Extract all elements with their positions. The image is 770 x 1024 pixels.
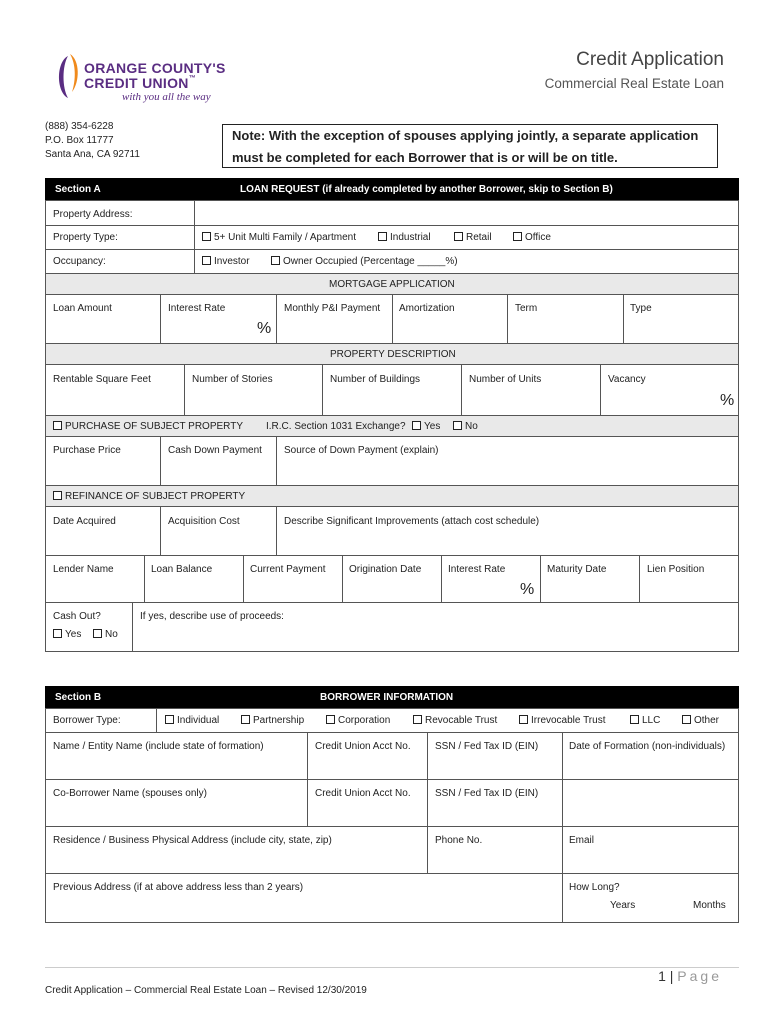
note-line2: must be completed for each Borrower that is or will be on title. [232,150,618,165]
footer-divider [45,967,739,968]
lender-interest-rate-label: Interest Rate [448,564,506,575]
section-b-label: Section B [55,692,102,703]
checkbox-icon[interactable] [413,715,422,724]
checkbox-icon[interactable] [202,232,211,241]
section-b-header [45,686,739,708]
monthly-payment-label: Monthly P&I Payment [284,303,381,314]
page-title: Credit Application [576,49,724,70]
stories-label: Number of Stories [192,374,273,385]
logo-name-line1: ORANGE COUNTY'S [84,60,226,76]
co-acct-no-label: Credit Union Acct No. [315,788,411,799]
note-line1: Note: With the exception of spouses applying jointly, a separate application [232,128,699,143]
checkbox-icon[interactable] [378,232,387,241]
section-a-title: LOAN REQUEST (if already completed by another Borrower, skip to Section B) [240,184,613,195]
type-llc[interactable]: LLC [630,715,660,726]
checkbox-icon[interactable] [682,715,691,724]
checkbox-icon[interactable] [53,629,62,638]
note-box [222,124,718,168]
residence-row [45,826,739,874]
checkbox-icon[interactable] [271,256,280,265]
proceeds-label: If yes, describe use of proceeds: [140,611,284,622]
vacancy-label: Vacancy [608,374,646,385]
occupancy-owner-occupied[interactable]: Owner Occupied (Percentage _____%) [271,256,458,267]
previous-address-label: Previous Address (if at above address less than 2 years) [53,882,304,893]
entity-name-label: Name / Entity Name (include state of formation) [53,741,264,752]
property-description-row [45,364,739,416]
previous-address-row [45,873,739,923]
purchase-row [45,436,739,486]
property-type-label: Property Type: [53,232,118,243]
type-partnership[interactable]: Partnership [241,715,304,726]
cash-out-yes[interactable]: Yes [53,629,81,640]
purchase-checkbox[interactable]: PURCHASE OF SUBJECT PROPERTY [53,421,243,432]
checkbox-icon[interactable] [412,421,421,430]
po-box: P.O. Box 11777 [45,135,114,146]
purchase-price-label: Purchase Price [53,445,121,456]
acct-no-label: Credit Union Acct No. [315,741,411,752]
occupancy-investor[interactable]: Investor [202,256,250,267]
property-address-row [45,200,739,226]
section-b-title: BORROWER INFORMATION [320,692,454,703]
city-state-zip: Santa Ana, CA 92711 [45,149,140,160]
checkbox-icon[interactable] [53,421,62,430]
type-label: Type [630,303,652,314]
property-type-row [45,225,739,250]
checkbox-icon[interactable] [630,715,639,724]
rentable-sqft-label: Rentable Square Feet [53,374,151,385]
improvements-label: Describe Significant Improvements (attach cost schedule) [284,516,540,527]
section-a-header [45,178,739,200]
lender-row [45,555,739,603]
section-a-label: Section A [55,184,101,195]
lien-position-label: Lien Position [647,564,705,575]
irc-no[interactable]: No [453,421,478,432]
residence-address-label: Residence / Business Physical Address (include city, state, zip) [53,835,332,846]
co-borrower-row [45,779,739,827]
cash-out-row [45,602,739,652]
borrower-type-row [45,708,739,733]
acquisition-cost-label: Acquisition Cost [168,516,240,527]
checkbox-icon[interactable] [454,232,463,241]
checkbox-icon[interactable] [519,715,528,724]
property-type-multifamily[interactable]: 5+ Unit Multi Family / Apartment [202,232,356,243]
purchase-header [45,415,739,437]
property-type-office[interactable]: Office [513,232,551,243]
checkbox-icon[interactable] [165,715,174,724]
footer-revision: Credit Application – Commercial Real Estate Loan – Revised 12/30/2019 [45,985,367,996]
phone-number: (888) 354-6228 [45,121,114,132]
down-source-label: Source of Down Payment (explain) [284,445,439,456]
co-ssn-label: SSN / Fed Tax ID (EIN) [435,788,539,799]
buildings-label: Number of Buildings [330,374,421,385]
checkbox-icon[interactable] [513,232,522,241]
checkbox-icon[interactable] [93,629,102,638]
logo-name-line2: CREDIT UNION™ [84,75,197,91]
checkbox-icon[interactable] [53,491,62,500]
type-revocable-trust[interactable]: Revocable Trust [413,715,497,726]
type-other[interactable]: Other [682,715,719,726]
property-address-field[interactable] [196,202,737,224]
irc-1031-label: I.R.C. Section 1031 Exchange? [266,421,406,432]
type-individual[interactable]: Individual [165,715,219,726]
page-number: 1 | Page [658,968,722,984]
refinance-row [45,506,739,556]
email-label: Email [569,835,595,846]
cash-out-no[interactable]: No [93,629,118,640]
credit-union-logo-icon [54,52,80,102]
origination-date-label: Origination Date [349,564,422,575]
irc-yes[interactable]: Yes [412,421,440,432]
maturity-date-label: Maturity Date [547,564,607,575]
cash-out-label: Cash Out? [53,611,101,622]
page-subtitle: Commercial Real Estate Loan [544,76,724,91]
occupancy-row [45,249,739,274]
checkbox-icon[interactable] [326,715,335,724]
checkbox-icon[interactable] [241,715,250,724]
loan-balance-label: Loan Balance [151,564,213,575]
refinance-header [45,485,739,507]
mortgage-row [45,294,739,344]
refinance-checkbox[interactable]: REFINANCE OF SUBJECT PROPERTY [53,491,245,502]
ssn-label: SSN / Fed Tax ID (EIN) [435,741,539,752]
checkbox-icon[interactable] [453,421,462,430]
cash-down-label: Cash Down Payment [168,445,262,456]
vacancy-percent: % [720,392,735,409]
property-type-retail[interactable]: Retail [454,232,492,243]
type-corporation[interactable]: Corporation [326,715,390,726]
months-label: Months [693,900,726,911]
units-label: Number of Units [469,374,542,385]
current-payment-label: Current Payment [250,564,326,575]
how-long-label: How Long? [569,882,620,893]
interest-rate-percent: % [257,320,272,337]
lender-name-label: Lender Name [53,564,114,575]
years-label: Years [610,900,636,911]
co-borrower-label: Co-Borrower Name (spouses only) [53,788,207,799]
amortization-label: Amortization [399,303,455,314]
property-type-industrial[interactable]: Industrial [378,232,431,243]
date-acquired-label: Date Acquired [53,516,116,527]
borrower-name-row [45,732,739,780]
loan-amount-label: Loan Amount [53,303,112,314]
date-of-formation-label: Date of Formation (non-individuals) [569,741,726,752]
checkbox-icon[interactable] [202,256,211,265]
phone-no-label: Phone No. [435,835,483,846]
property-description-header: PROPERTY DESCRIPTION [45,343,739,365]
interest-rate-label: Interest Rate [168,303,226,314]
type-irrevocable-trust[interactable]: Irrevocable Trust [519,715,605,726]
occupancy-label: Occupancy: [53,256,106,267]
term-label: Term [515,303,538,314]
lender-rate-percent: % [520,581,535,598]
logo-tagline: with you all the way [122,91,211,103]
mortgage-application-header: MORTGAGE APPLICATION [45,273,739,295]
property-address-label: Property Address: [53,209,133,220]
borrower-type-label: Borrower Type: [53,715,121,726]
